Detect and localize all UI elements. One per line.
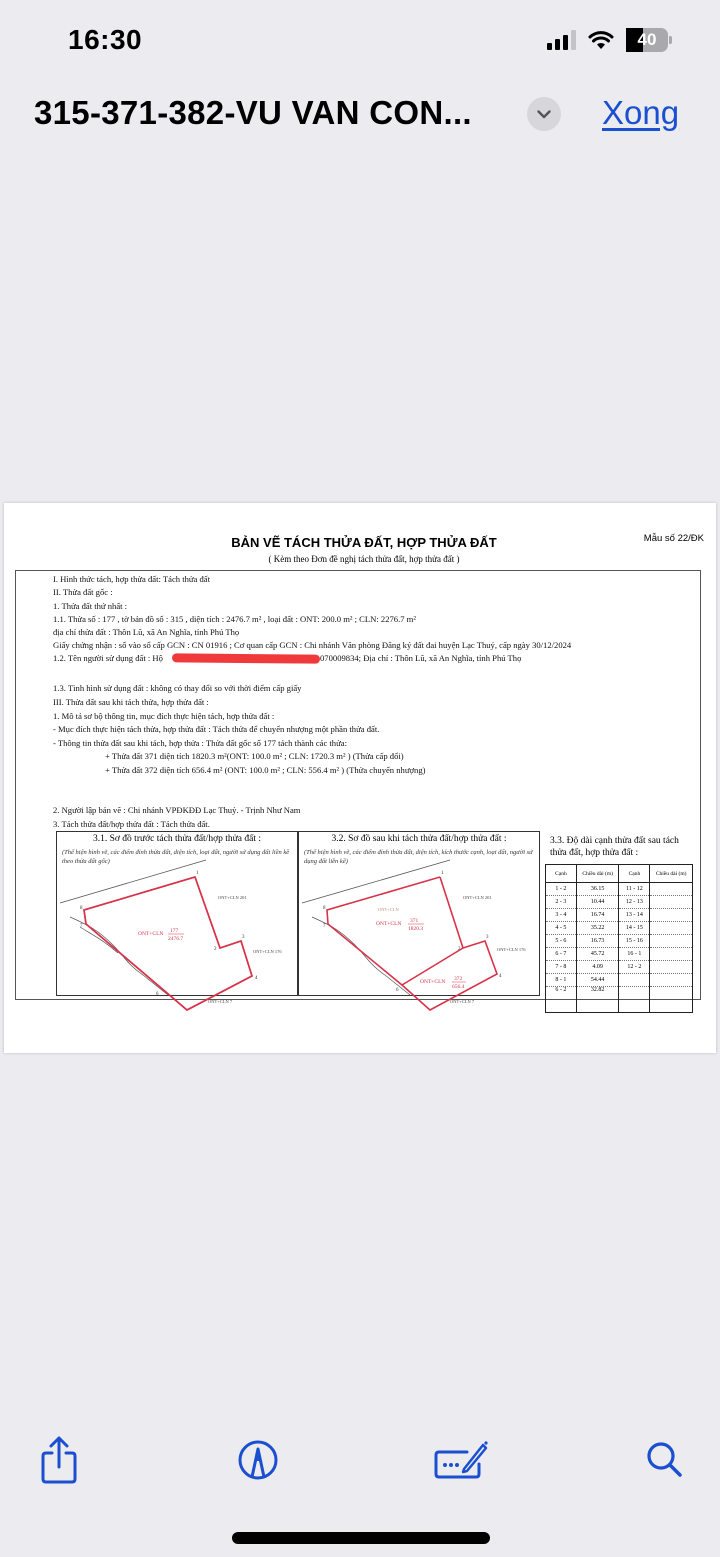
table-cell bbox=[650, 883, 693, 896]
battery-level: 40 bbox=[637, 30, 657, 49]
parcel-diagram-before bbox=[58, 855, 298, 1004]
text-line: 070009834; Địa chỉ : Thôn Lũ, xã An Nghĩa, tỉnh Phú Thọ bbox=[320, 653, 522, 663]
section-3-2-title: 3.2. Sơ đồ sau khi tách thửa đất/hợp thửa đất : bbox=[331, 834, 507, 844]
table-row bbox=[546, 883, 693, 896]
table-cell: 12 - 13 bbox=[619, 896, 650, 909]
document-title[interactable]: 315-371-382-VU VAN CON... bbox=[34, 94, 472, 131]
table-cell: 4 - 5 bbox=[546, 922, 577, 935]
svg-text:1: 1 bbox=[196, 871, 199, 876]
svg-text:ONT+CLN: ONT+CLN bbox=[378, 907, 399, 912]
table-cell bbox=[619, 974, 650, 987]
svg-text:ONT+CLN: ONT+CLN bbox=[420, 979, 446, 985]
svg-text:2476.7: 2476.7 bbox=[168, 936, 184, 942]
table-cell bbox=[650, 974, 693, 987]
table-cell: 1 - 2 bbox=[546, 883, 577, 896]
parcel-diagram-after bbox=[300, 855, 540, 1004]
svg-text:2: 2 bbox=[458, 947, 461, 952]
svg-text:8: 8 bbox=[80, 906, 83, 911]
svg-text:1820.3: 1820.3 bbox=[408, 926, 424, 932]
chevron-down-icon bbox=[537, 110, 551, 119]
text-line: II. Thửa đất gốc : bbox=[53, 587, 113, 597]
share-button[interactable] bbox=[34, 1435, 84, 1485]
section-3-1-title: 3.1. Sơ đồ trước tách thửa đất/hợp thửa đất : bbox=[93, 834, 261, 844]
table-cell: 5 - 6 bbox=[546, 935, 577, 948]
status-time: 16:30 bbox=[68, 24, 143, 55]
table-row bbox=[546, 961, 693, 974]
svg-text:ONT+CLN 201: ONT+CLN 201 bbox=[463, 895, 492, 900]
bottom-toolbar bbox=[0, 1425, 720, 1505]
table-cell bbox=[650, 896, 693, 909]
svg-text:656.4: 656.4 bbox=[452, 984, 465, 990]
svg-text:1: 1 bbox=[441, 871, 444, 876]
signature-icon bbox=[433, 1440, 489, 1480]
table-cell: 16 - 1 bbox=[619, 948, 650, 961]
battery-indicator bbox=[626, 28, 668, 52]
cellular-signal-icon bbox=[547, 30, 576, 50]
section-3-2-note: (Thể hiện hình vẽ, các điểm đỉnh thửa đất, diện tích, kích thước cạnh, loại đất, người sử dụng đất liền kề) bbox=[304, 849, 533, 865]
search-button[interactable] bbox=[640, 1435, 690, 1485]
svg-text:7: 7 bbox=[323, 924, 326, 929]
table-cell bbox=[650, 948, 693, 961]
document-heading: BẢN VẼ TÁCH THỬA ĐẤT, HỢP THỬA ĐẤT bbox=[231, 535, 497, 550]
text-line: 1.2. Tên người sử dụng đất : Hộ bbox=[53, 653, 163, 663]
svg-text:372: 372 bbox=[454, 976, 463, 982]
col-header: Chiều dài (m) bbox=[650, 865, 693, 883]
svg-text:6: 6 bbox=[156, 992, 159, 997]
done-button[interactable]: Xong bbox=[602, 94, 680, 131]
table-cell: 13 - 14 bbox=[619, 909, 650, 922]
svg-text:3: 3 bbox=[486, 935, 489, 940]
table-row bbox=[546, 974, 693, 987]
text-line: Giấy chứng nhận : số vào sổ cấp GCN : CN 01916 ; Cơ quan cấp GCN : Chi nhánh Văn phòng Đăng ký đất đai huyện Lạc Thuỷ, cấp ngày 30/12/2024 bbox=[53, 640, 572, 650]
status-icons bbox=[547, 28, 672, 52]
svg-text:2: 2 bbox=[214, 947, 217, 952]
table-row bbox=[546, 935, 693, 948]
table-cell: 8 - 1 bbox=[546, 974, 577, 987]
document-subheading: ( Kèm theo Đơn đề nghị tách thửa đất, hợp thửa đất ) bbox=[268, 554, 460, 564]
text-line: - Thông tin thửa đất sau khi tách, hợp thửa : Thửa đất gốc số 177 tách thành các thửa: bbox=[53, 738, 347, 748]
table-cell: 12 - 2 bbox=[619, 961, 650, 974]
table-cell bbox=[650, 987, 693, 1013]
title-menu-button[interactable] bbox=[527, 97, 561, 131]
table-cell: 10.44 bbox=[576, 896, 619, 909]
edge-length-table bbox=[545, 864, 693, 1013]
table-cell: 15 - 16 bbox=[619, 935, 650, 948]
form-number: Mẫu số 22/ĐK bbox=[643, 533, 704, 544]
text-line: 1. Mô tả sơ bộ thông tin, mục đích thực hiện tách, hợp thửa đất : bbox=[53, 711, 275, 721]
svg-text:4: 4 bbox=[255, 976, 258, 981]
signature-button[interactable] bbox=[432, 1435, 490, 1485]
nav-bar bbox=[0, 80, 720, 150]
table-cell: 16.74 bbox=[576, 909, 619, 922]
table-cell: 7 - 8 bbox=[546, 961, 577, 974]
text-line: I. Hình thức tách, hợp thửa đất: Tách thửa đất bbox=[53, 574, 211, 584]
svg-text:6: 6 bbox=[396, 988, 399, 993]
col-header: Cạnh bbox=[619, 865, 650, 883]
wifi-icon bbox=[588, 30, 614, 50]
table-header-row bbox=[546, 865, 693, 883]
col-header: Chiều dài (m) bbox=[576, 865, 619, 883]
status-bar bbox=[0, 0, 720, 80]
text-line: + Thửa đất 371 diện tích 1820.3 m²(ONT: 100.0 m² ; CLN: 1720.3 m² ) (Thửa cấp đổi) bbox=[105, 751, 404, 761]
text-line: 3. Tách thửa đất/hợp thửa đất : Tách thửa đất. bbox=[53, 819, 210, 829]
table-cell: 11 - 12 bbox=[619, 883, 650, 896]
document-page[interactable] bbox=[4, 503, 716, 1053]
col-header: Cạnh bbox=[546, 865, 577, 883]
svg-text:7: 7 bbox=[80, 924, 83, 929]
table-cell: 54.44 bbox=[576, 974, 619, 987]
svg-text:ONT+CLN 176: ONT+CLN 176 bbox=[497, 947, 526, 952]
text-line: địa chỉ thửa đất : Thôn Lũ, xã An Nghĩa, tỉnh Phú Thọ bbox=[53, 627, 240, 637]
table-cell: 16.73 bbox=[576, 935, 619, 948]
table-cell: 2 - 3 bbox=[546, 896, 577, 909]
text-line: 1.1. Thửa số : 177 , tờ bản đồ số : 315 , diện tích : 2476.7 m² , loại đất : ONT: 200.0 m² ; CLN: 2276.7 m² bbox=[53, 614, 416, 624]
section-3-3-title-line1: 3.3. Độ dài cạnh thửa đất sau tách bbox=[550, 836, 679, 846]
table-cell bbox=[619, 987, 650, 1013]
table-cell: 14 - 15 bbox=[619, 922, 650, 935]
section-3-3-title bbox=[550, 835, 679, 859]
text-line: III. Thửa đất sau khi tách thửa, hợp thửa đất : bbox=[53, 697, 209, 707]
svg-text:ONT+CLN 7: ONT+CLN 7 bbox=[450, 999, 475, 1004]
table-cell bbox=[650, 909, 693, 922]
table-cell bbox=[650, 935, 693, 948]
share-icon bbox=[38, 1435, 80, 1485]
table-row bbox=[546, 987, 693, 1013]
table-cell bbox=[650, 922, 693, 935]
battery-cap bbox=[669, 36, 672, 44]
text-line: - Mục đích thực hiện tách thửa, hợp thửa đất : Tách thửa để chuyển nhượng một phần thửa đất. bbox=[53, 724, 380, 734]
section-3-1-note: (Thể hiện hình vẽ, các điểm đỉnh thửa đất, diện tích, loại đất, người sử dụng đất liền kề theo thửa đất gốc) bbox=[62, 849, 290, 865]
svg-text:8: 8 bbox=[323, 906, 326, 911]
text-line: 1.3. Tình hình sử dụng đất : không có thay đổi so với thời điểm cấp giấy bbox=[53, 683, 302, 693]
table-cell: 45.72 bbox=[576, 948, 619, 961]
svg-text:ONT+CLN: ONT+CLN bbox=[376, 921, 402, 927]
table-cell: 4.09 bbox=[576, 961, 619, 974]
text-line: 1. Thửa đất thứ nhất : bbox=[53, 601, 128, 611]
svg-text:ONT+CLN 7: ONT+CLN 7 bbox=[208, 999, 233, 1004]
table-cell: 3 - 4 bbox=[546, 909, 577, 922]
svg-text:ONT+CLN 176: ONT+CLN 176 bbox=[253, 949, 282, 954]
markup-button[interactable] bbox=[233, 1435, 283, 1485]
table-row bbox=[546, 896, 693, 909]
redaction-mark bbox=[172, 653, 320, 663]
svg-text:371: 371 bbox=[410, 918, 419, 924]
text-line: 2. Người lập bản vẽ : Chi nhánh VPĐKĐĐ Lạc Thuỷ. - Trịnh Như Nam bbox=[53, 805, 301, 815]
home-indicator[interactable] bbox=[232, 1532, 490, 1544]
svg-text:ONT+CLN 201: ONT+CLN 201 bbox=[218, 895, 247, 900]
table-row bbox=[546, 909, 693, 922]
svg-text:ONT+CLN: ONT+CLN bbox=[138, 931, 164, 937]
table-cell: 32.82 bbox=[576, 987, 619, 1013]
table-cell bbox=[650, 961, 693, 974]
table-cell: 6 - 7 bbox=[546, 948, 577, 961]
svg-text:177: 177 bbox=[170, 928, 179, 934]
table-row bbox=[546, 948, 693, 961]
table-cell: 6 - 2 bbox=[546, 987, 577, 1013]
markup-icon bbox=[237, 1439, 279, 1481]
table-cell: 36.15 bbox=[576, 883, 619, 896]
table-row bbox=[546, 922, 693, 935]
svg-text:3: 3 bbox=[242, 935, 245, 940]
text-line: + Thửa đất 372 diện tích 656.4 m² (ONT: 100.0 m² ; CLN: 556.4 m² ) (Thửa chuyển nhượng) bbox=[105, 765, 426, 775]
table-cell: 35.22 bbox=[576, 922, 619, 935]
svg-text:4: 4 bbox=[499, 974, 502, 979]
section-3-3-title-line2: thửa đất, hợp thửa đất : bbox=[550, 848, 639, 858]
search-icon bbox=[645, 1440, 685, 1480]
